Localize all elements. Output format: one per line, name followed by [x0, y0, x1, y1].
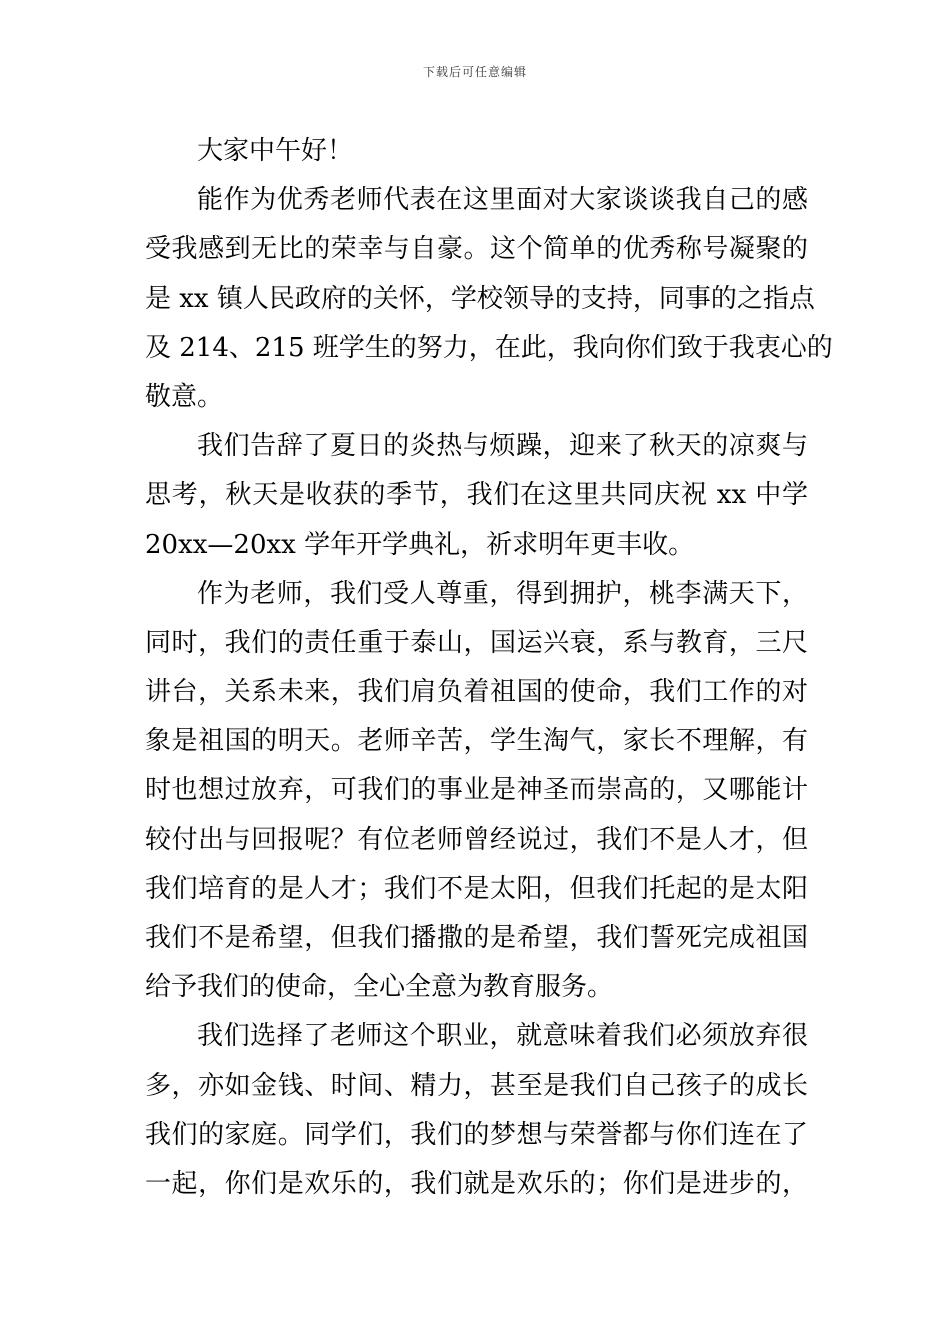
text-line: 能作为优秀老师代表在这里面对大家谈谈我自己的感 [197, 185, 808, 216]
text-line: 我们选择了老师这个职业，就意味着我们必须放弃很 [197, 1021, 808, 1052]
text-line: 一起，你们是欢乐的，我们就是欢乐的；你们是进步的， [145, 1168, 808, 1199]
text-line: 我们告辞了夏日的炎热与烦躁，迎来了秋天的凉爽与 [197, 431, 808, 462]
speech-body [145, 127, 833, 1209]
text-line: 大家中午好！ [197, 136, 354, 166]
text-line: 象是祖国的明天。老师辛苦，学生淘气，家长不理解，有 [145, 726, 808, 757]
text-line: 我们不是希望，但我们播撒的是希望，我们誓死完成祖国 [145, 923, 808, 953]
text-line: 是 xx 镇人民政府的关怀，学校领导的支持，同事的之指点 [145, 283, 815, 314]
text-line: 及 214、215 班学生的努力，在此，我向你们致于我衷心的 [145, 332, 833, 363]
text-line: 较付出与回报呢？有位老师曾经说过，我们不是人才，但 [145, 824, 808, 855]
text-line: 作为老师，我们受人尊重，得到拥护，桃李满天下， [197, 578, 808, 609]
text-line: 讲台，关系未来，我们肩负着祖国的使命，我们工作的对 [145, 677, 808, 708]
text-line: 思考，秋天是收获的季节，我们在这里共同庆祝 xx 中学 [145, 480, 808, 511]
text-line: 受我感到无比的荣幸与自豪。这个简单的优秀称号凝聚的 [145, 234, 808, 265]
page-header: 下载后可任意编辑 [422, 65, 527, 79]
text-line: 多，亦如金钱、时间、精力，甚至是我们自己孩子的成长 [145, 1070, 808, 1101]
text-line: 时也想过放弃，可我们的事业是神圣而崇高的，又哪能计 [145, 775, 808, 806]
text-line: 敬意。 [145, 381, 224, 412]
text-line: 我们培育的是人才；我们不是太阳，但我们托起的是太阳 [145, 873, 808, 904]
text-line: 同时，我们的责任重于泰山，国运兴衰，系与教育，三尺 [145, 627, 808, 658]
text-line: 我们的家庭。同学们，我们的梦想与荣誉都与你们连在了 [145, 1119, 808, 1150]
text-line: 20xx—20xx 学年开学典礼，祈求明年更丰收。 [145, 529, 695, 560]
text-line: 给予我们的使命，全心全意为教育服务。 [145, 972, 614, 1003]
